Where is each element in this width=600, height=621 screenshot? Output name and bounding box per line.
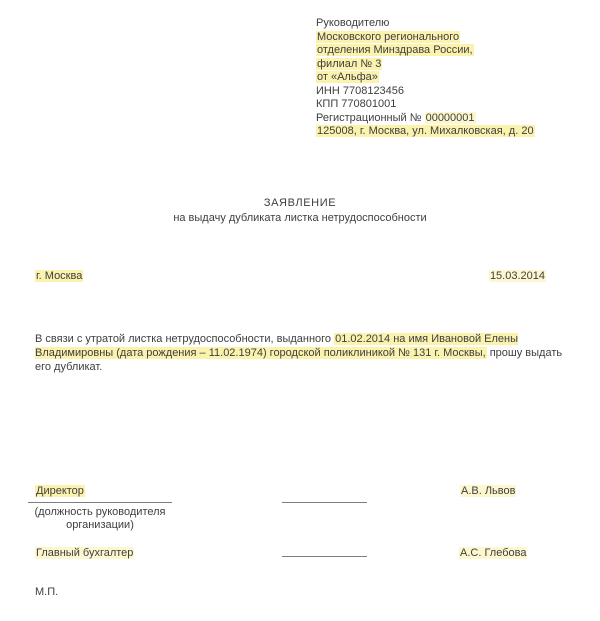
addressee-org-text-1: Московского регионального (317, 30, 460, 43)
accountant-position-text: Главный бухгалтер (36, 547, 134, 559)
accountant-name-text: А.С. Глебова (460, 547, 527, 559)
city-label (35, 270, 83, 282)
addressee-recipient-text: Руководителю (316, 17, 390, 29)
addressee-line-registration (316, 112, 535, 126)
director-position-label (35, 485, 85, 497)
body-text-after: прошу выдать его дубликат. (35, 347, 563, 373)
director-name-text: А.В. Львов (461, 485, 516, 497)
addressee-line-branch (316, 58, 535, 72)
addressee-address-text: 125008, г. Москва, ул. Михалковская, д. 20 (317, 125, 534, 137)
addressee-line-kpp (316, 98, 535, 112)
director-signature-line (28, 502, 172, 503)
addressee-kpp-text: КПП 770801001 (316, 98, 397, 110)
registration-label: Регистрационный № (316, 111, 425, 124)
addressee-org-text-2: отделения Минздрава России, (317, 44, 473, 56)
body-text-before: В связи с утратой листка нетрудоспособности, выданного (35, 333, 335, 345)
accountant-position-label (35, 547, 134, 559)
document-date (489, 270, 546, 282)
addressee-line-address (316, 125, 535, 139)
stamp-place-mark: М.П. (35, 586, 59, 598)
addressee-line-org-1 (316, 31, 535, 45)
director-signature-center-line (282, 502, 367, 503)
body-paragraph (35, 332, 570, 374)
date-text: 15.03.2014 (489, 270, 545, 282)
addressee-line-from (316, 71, 535, 85)
director-position-text: Директор (36, 485, 84, 497)
position-caption (28, 506, 172, 532)
city-text: г. Москва (36, 270, 83, 282)
addressee-line-recipient (316, 17, 535, 31)
registration-number: 00000001 (425, 111, 475, 124)
document-title-block (0, 196, 600, 225)
document-subtitle: на выдачу дубликата листка нетрудоспособности (173, 211, 427, 224)
addressee-block (316, 17, 535, 139)
director-name (460, 485, 516, 497)
accountant-name (459, 547, 527, 559)
addressee-line-inn (316, 85, 535, 99)
position-caption-line-1: (должность руководителя (34, 506, 166, 518)
addressee-line-org-2 (316, 44, 535, 58)
addressee-inn-text: ИНН 7708123456 (316, 84, 405, 97)
addressee-from-text: от «Альфа» (317, 71, 378, 83)
accountant-signature-center-line (282, 556, 367, 557)
body-text-highlighted: 01.02.2014 на имя Ивановой Елены Владимировны (дата рождения – 11.02.1974) городской поликлиникой № 131 г. Москвы, (35, 333, 519, 359)
position-caption-line-2: организации) (66, 519, 134, 531)
document-title: ЗАЯВЛЕНИЕ (263, 197, 337, 209)
addressee-branch-text: филиал № 3 (317, 57, 382, 70)
